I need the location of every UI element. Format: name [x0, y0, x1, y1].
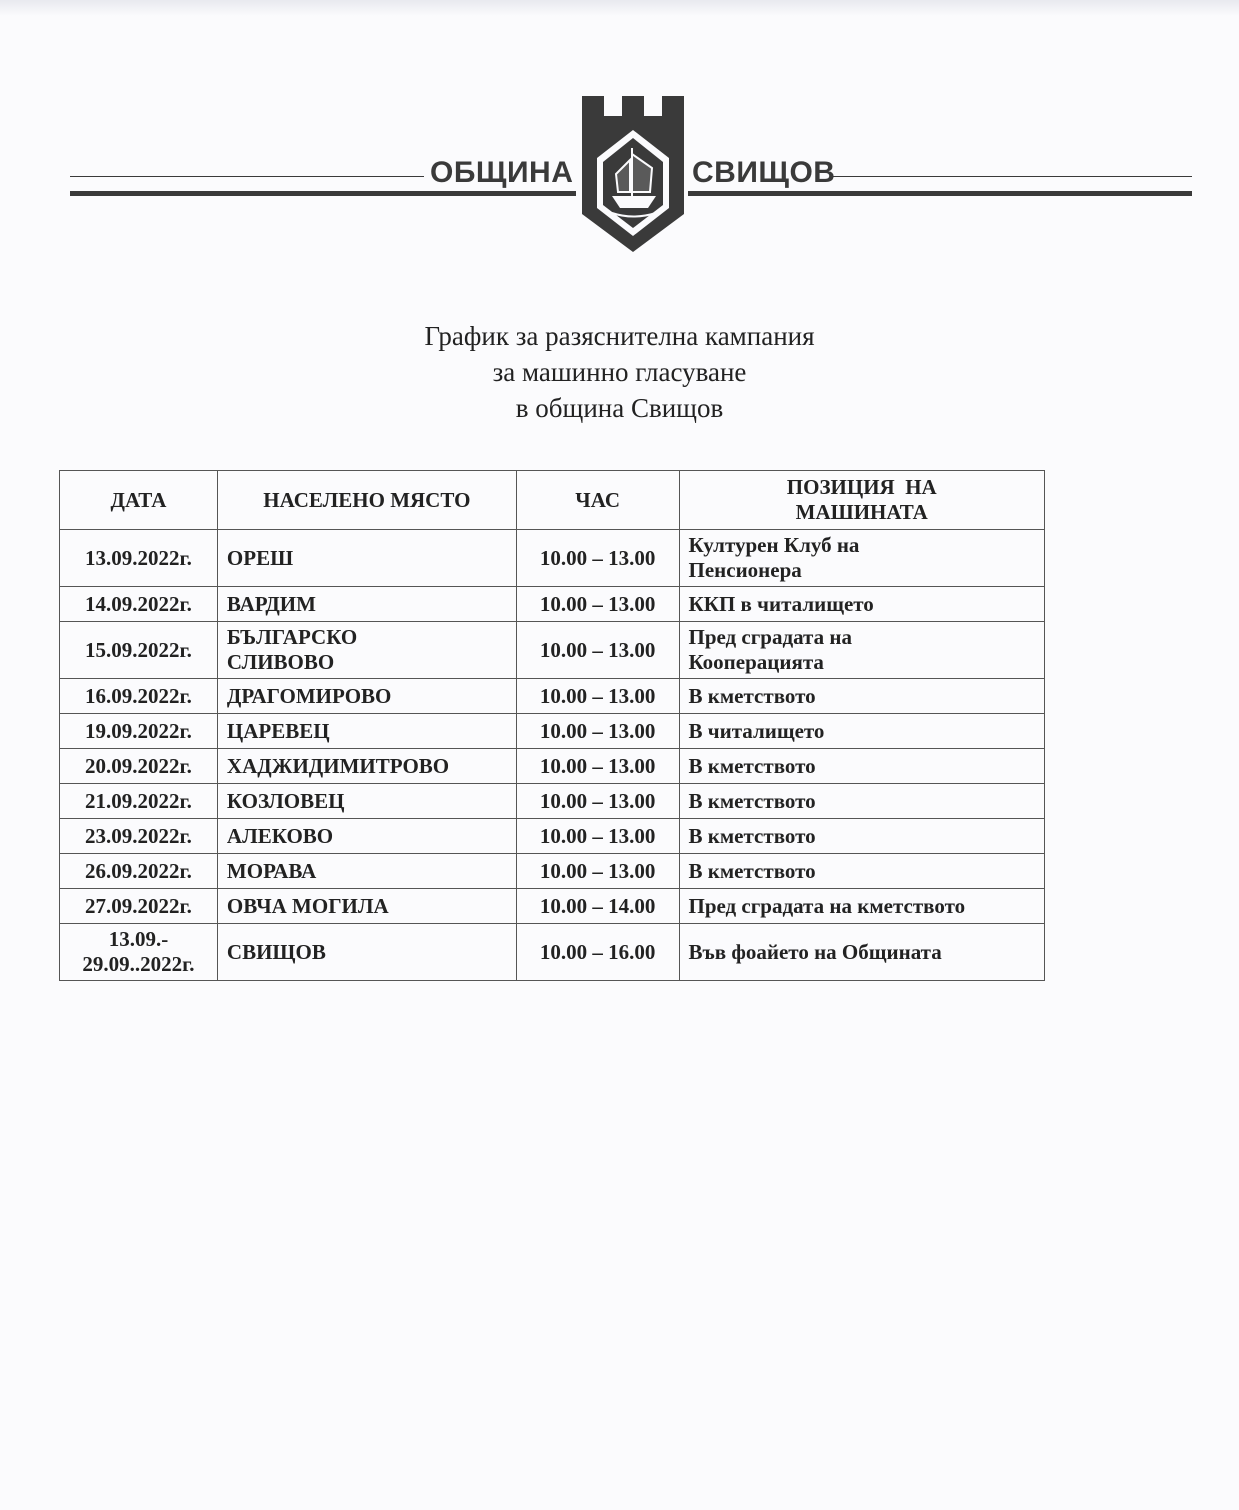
header-date: ДАТА: [60, 471, 218, 530]
table-row: [60, 924, 1045, 981]
cell-date: 13.09.- 29.09..2022г.: [60, 924, 218, 981]
cell-position: В кметството: [679, 854, 1045, 889]
cell-place: КОЗЛОВЕЦ: [217, 784, 516, 819]
cell-time: 10.00 – 13.00: [516, 530, 679, 587]
cell-position: Във фоайето на Общината: [679, 924, 1045, 981]
cell-time: 10.00 – 13.00: [516, 679, 679, 714]
cell-time: 10.00 – 14.00: [516, 889, 679, 924]
cell-position: В кметството: [679, 679, 1045, 714]
cell-time: 10.00 – 16.00: [516, 924, 679, 981]
header-place: НАСЕЛЕНО МЯСТО: [217, 471, 516, 530]
cell-time: 10.00 – 13.00: [516, 622, 679, 679]
cell-date: 21.09.2022г.: [60, 784, 218, 819]
cell-place: ОРЕШ: [217, 530, 516, 587]
org-name-right: СВИЩОВ: [692, 156, 836, 189]
cell-position: Пред сградата на кметството: [679, 889, 1045, 924]
cell-place: ВАРДИМ: [217, 587, 516, 622]
cell-date: 26.09.2022г.: [60, 854, 218, 889]
cell-place: ОВЧА МОГИЛА: [217, 889, 516, 924]
header-time: ЧАС: [516, 471, 679, 530]
letterhead-rule-right: [833, 176, 1192, 198]
castle-ship-crest-icon: [582, 96, 684, 252]
cell-time: 10.00 – 13.00: [516, 714, 679, 749]
title-line-2: за машинно гласуване: [492, 357, 747, 387]
cell-place: МОРАВА: [217, 854, 516, 889]
table-row: [60, 714, 1045, 749]
schedule-table: [59, 470, 1045, 981]
cell-position: В кметството: [679, 784, 1045, 819]
cell-date: 16.09.2022г.: [60, 679, 218, 714]
cell-position: В кметството: [679, 749, 1045, 784]
letterhead-rule-left: [70, 176, 424, 198]
table-row: [60, 679, 1045, 714]
cell-place: БЪЛГАРСКО СЛИВОВО: [217, 622, 516, 679]
title-line-3: в община Свищов: [515, 393, 724, 423]
cell-place: ДРАГОМИРОВО: [217, 679, 516, 714]
cell-date: 19.09.2022г.: [60, 714, 218, 749]
cell-date: 27.09.2022г.: [60, 889, 218, 924]
cell-time: 10.00 – 13.00: [516, 854, 679, 889]
letterhead: [0, 0, 1239, 260]
table-row: [60, 889, 1045, 924]
header-position: ПОЗИЦИЯ НА МАШИНАТА: [679, 471, 1045, 530]
document-title: [0, 318, 1239, 426]
cell-position: Културен Клуб на Пенсионера: [679, 530, 1045, 587]
table-row: [60, 587, 1045, 622]
cell-position: В кметството: [679, 819, 1045, 854]
cell-place: ХАДЖИДИМИТРОВО: [217, 749, 516, 784]
cell-time: 10.00 – 13.00: [516, 784, 679, 819]
cell-date: 14.09.2022г.: [60, 587, 218, 622]
table-row: [60, 749, 1045, 784]
table-row: [60, 819, 1045, 854]
cell-time: 10.00 – 13.00: [516, 819, 679, 854]
cell-position: В читалището: [679, 714, 1045, 749]
title-line-1: График за разяснителна кампания: [424, 321, 815, 351]
cell-date: 20.09.2022г.: [60, 749, 218, 784]
cell-time: 10.00 – 13.00: [516, 749, 679, 784]
table-header-row: [60, 471, 1045, 530]
cell-place: ЦАРЕВЕЦ: [217, 714, 516, 749]
org-name-left: ОБЩИНА: [430, 156, 574, 189]
cell-place: СВИЩОВ: [217, 924, 516, 981]
cell-date: 13.09.2022г.: [60, 530, 218, 587]
table-row: [60, 530, 1045, 587]
cell-date: 23.09.2022г.: [60, 819, 218, 854]
cell-place: АЛЕКОВО: [217, 819, 516, 854]
cell-time: 10.00 – 13.00: [516, 587, 679, 622]
cell-position: Пред сградата на Кооперацията: [679, 622, 1045, 679]
table-row: [60, 854, 1045, 889]
table-row: [60, 622, 1045, 679]
table-row: [60, 784, 1045, 819]
cell-date: 15.09.2022г.: [60, 622, 218, 679]
cell-position: ККП в читалището: [679, 587, 1045, 622]
